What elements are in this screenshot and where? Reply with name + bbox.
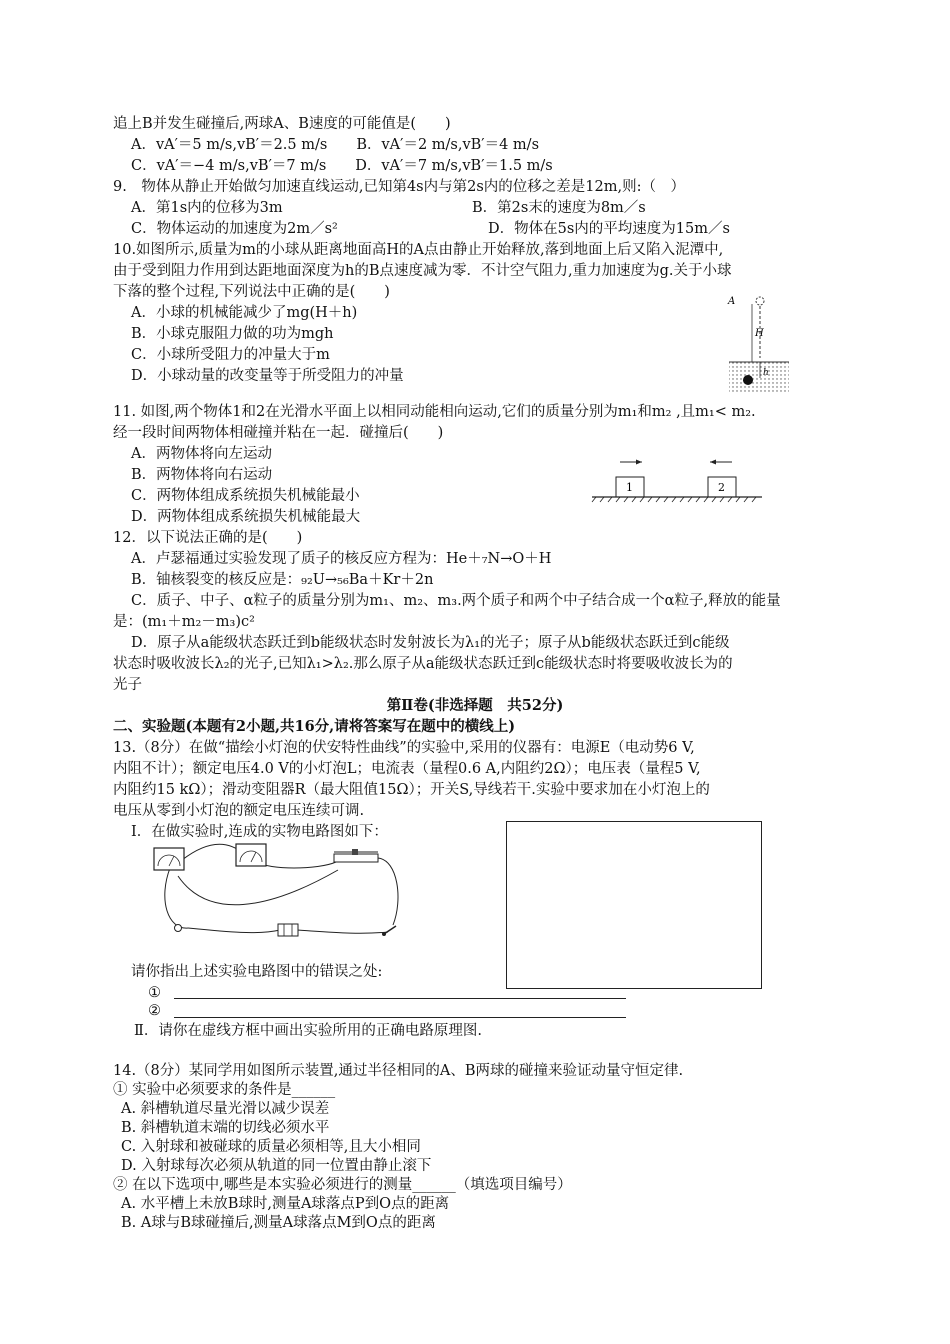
error-2-answer-line[interactable] bbox=[174, 1017, 626, 1018]
q10-option-d: D．小球动量的改变量等于所受阻力的冲量 bbox=[131, 368, 404, 384]
q14-1-option-c: C. 入射球和被碰球的质量必须相等,且大小相同 bbox=[121, 1139, 421, 1155]
q13-part-i: Ⅰ．在做实验时,连成的实物电路图如下： bbox=[131, 824, 388, 840]
q8-options-ab: A．vA′＝5 m/s,vB′＝2.5 m/s B．vA′＝2 m/s,vB′＝4 m/s bbox=[131, 137, 540, 153]
q9-option-b: B．第2s末的速度为8m／s bbox=[472, 200, 646, 216]
q14-2-option-a: A. 水平槽上未放B球时,测量A球落点P到O点的距离 bbox=[121, 1196, 450, 1212]
q14-1-option-d: D. 入射球每次必须从轨道的同一位置由静止滚下 bbox=[121, 1158, 432, 1174]
error-1-answer-line[interactable] bbox=[174, 998, 626, 999]
q13-stem-2: 内阻不计）；额定电压4.0 V的小灯泡L；电流表（量程0.6 A,内阻约2Ω）；电压表（量程5 V, bbox=[113, 761, 701, 777]
height-h-label: H bbox=[755, 328, 764, 339]
q11-option-b: B．两物体将向右运动 bbox=[131, 467, 273, 483]
circuit-answer-box[interactable] bbox=[506, 821, 762, 989]
q13-part-ii: Ⅱ．请你在虚线方框中画出实验所用的正确电路原理图. bbox=[134, 1023, 482, 1039]
q12-option-c-2: 是：(m₁＋m₂－m₃)c² bbox=[113, 614, 255, 630]
two-blocks-figure bbox=[590, 455, 770, 505]
q9-option-c: C．物体运动的加速度为2m／s² bbox=[131, 221, 338, 237]
q8-stem: 追上B并发生碰撞后,两球A、B速度的可能值是( ) bbox=[113, 116, 451, 132]
q10-stem-3: 下落的整个过程,下列说法中正确的是( ) bbox=[113, 284, 390, 300]
q10-option-c: C．小球所受阻力的冲量大于m bbox=[131, 347, 330, 363]
q12-option-c-1: C．质子、中子、α粒子的质量分别为m₁、m₂、m₃.两个质子和两个中子结合成一个α粒子,释放的能量 bbox=[131, 593, 781, 609]
q12-stem: 12．以下说法正确的是( ) bbox=[113, 530, 303, 546]
q13-errors-prompt: 请你指出上述实验电路图中的错误之处: bbox=[131, 964, 383, 980]
q8-options-cd: C．vA′＝−4 m/s,vB′＝7 m/s D．vA′＝7 m/s,vB′＝1.5 m/s bbox=[131, 158, 553, 174]
q14-1-option-b: B. 斜槽轨道末端的切线必须水平 bbox=[121, 1120, 330, 1136]
q14-stem: 14.（8分）某同学用如图所示装置,通过半径相同的A、B两球的碰撞来验证动量守恒定律. bbox=[113, 1063, 684, 1079]
q13-stem-3: 内阻约15 kΩ）；滑动变阻器R（最大阻值15Ω）；开关S,导线若干.实验中要求加在小灯泡上的 bbox=[113, 782, 710, 798]
circuit-sketch-figure bbox=[148, 840, 408, 940]
q10-stem-2: 由于受到阻力作用到达距地面深度为h的B点速度减为零．不计空气阻力,重力加速度为g.关于小球 bbox=[113, 263, 732, 279]
q11-option-d: D．两物体组成系统损失机械能最大 bbox=[131, 509, 361, 525]
q12-option-a: A．卢瑟福通过实验发现了质子的核反应方程为：He＋₇N→O＋H bbox=[131, 551, 552, 567]
point-a-label: A bbox=[728, 296, 736, 307]
q10-option-b: B．小球克服阻力做的功为mgh bbox=[131, 326, 334, 342]
depth-h-label: h bbox=[763, 368, 769, 378]
q11-option-c: C．两物体组成系统损失机械能最小 bbox=[131, 488, 360, 504]
q9-option-d: D．物体在5s内的平均速度为15m／s bbox=[488, 221, 730, 237]
q10-option-a: A．小球的机械能减少了mg(H＋h) bbox=[131, 305, 358, 321]
q13-stem-1: 13.（8分）在做“描绘小灯泡的伏安特性曲线”的实验中,采用的仪器有：电源E（电动势6 V, bbox=[113, 740, 695, 756]
error-1-marker: ① bbox=[148, 985, 161, 1001]
falling-ball-figure bbox=[724, 290, 794, 396]
error-2-marker: ② bbox=[148, 1003, 161, 1019]
q9-option-a: A．第1s内的位移为3m bbox=[131, 200, 283, 216]
q11-stem-1: 11. 如图,两个物体1和2在光滑水平面上以相同动能相向运动,它们的质量分别为m₁和m₂ ,且m₁< m₂. bbox=[113, 404, 756, 420]
q14-part-1: ① 实验中必须要求的条件是______ bbox=[113, 1082, 336, 1098]
q14-2-option-b: B. A球与B球碰撞后,测量A球落点M到O点的距离 bbox=[121, 1215, 436, 1231]
q12-option-d-3: 光子 bbox=[113, 677, 142, 693]
q12-option-b: B．铀核裂变的核反应是：₉₂U→₅₆Ba＋Kr＋2n bbox=[131, 572, 434, 588]
q11-option-a: A．两物体将向左运动 bbox=[131, 446, 272, 462]
q11-stem-2: 经一段时间两物体相碰撞并粘在一起．碰撞后( ) bbox=[113, 425, 444, 441]
q13-stem-4: 电压从零到小灯泡的额定电压连续可调. bbox=[113, 803, 365, 819]
section-experiment-heading: 二、实验题(本题有2小题,共16分,请将答案写在题中的横线上) bbox=[113, 718, 516, 735]
part-ii-title: 第Ⅱ卷(非选择题 共52分) bbox=[386, 697, 564, 714]
q10-stem-1: 10.如图所示,质量为m的小球从距离地面高H的A点由静止开始释放,落到地面上后又陷入泥潭中, bbox=[113, 242, 724, 258]
q14-1-option-a: A. 斜槽轨道尽量光滑以减少误差 bbox=[121, 1101, 330, 1117]
q12-option-d-2: 状态时吸收波长λ₂的光子,已知λ₁>λ₂.那么原子从a能级状态跃迁到c能级状态时将要吸收波长为的 bbox=[113, 656, 733, 672]
q14-part-2: ② 在以下选项中,哪些是本实验必须进行的测量______（填选项目编号） bbox=[113, 1177, 572, 1193]
block-1-label: 1 bbox=[626, 481, 633, 494]
q9-stem: 9. 物体从静止开始做匀加速直线运动,已知第4s内与第2s内的位移之差是12m,则:（ ） bbox=[113, 179, 685, 195]
q12-option-d-1: D．原子从a能级状态跃迁到b能级状态时发射波长为λ₁的光子；原子从b能级状态跃迁到c能级 bbox=[131, 635, 730, 651]
block-2-label: 2 bbox=[718, 481, 725, 494]
